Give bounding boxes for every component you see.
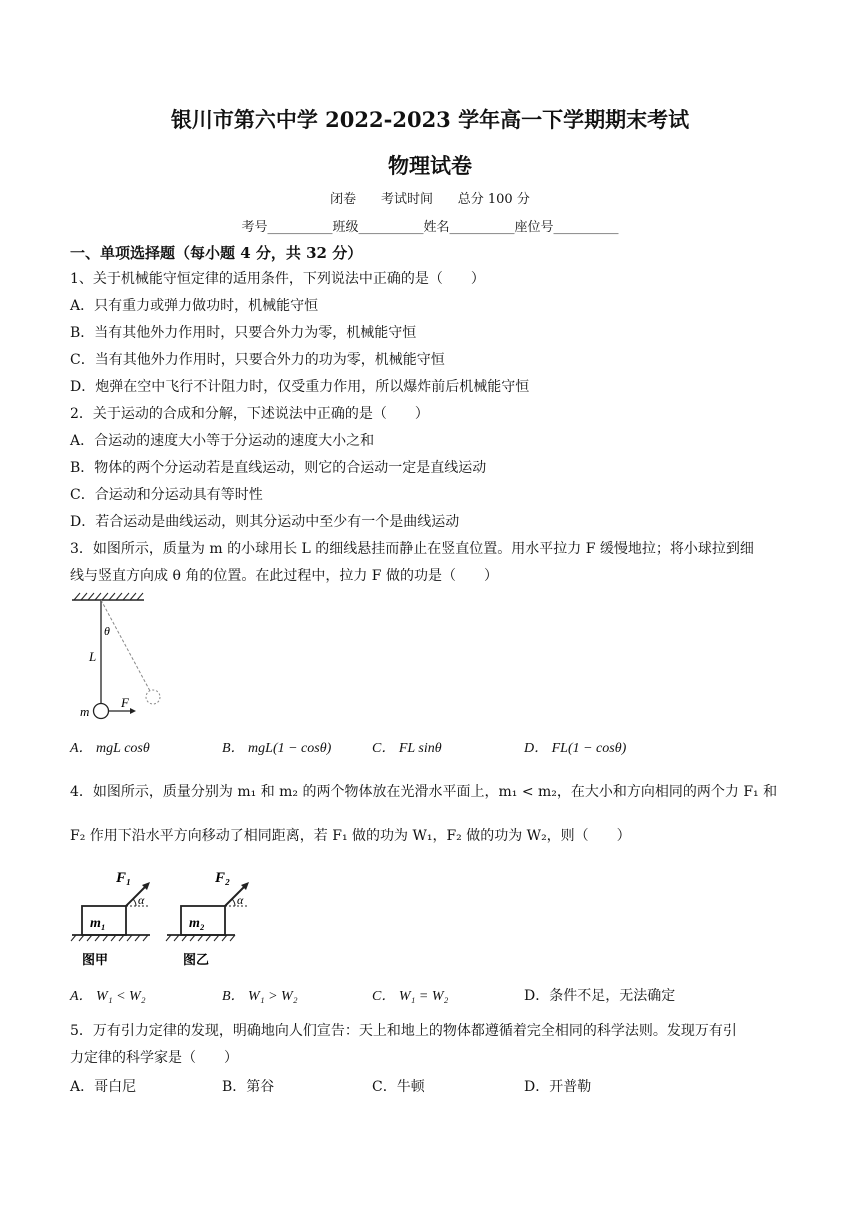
exam-subtitle: 物理试卷: [388, 153, 472, 178]
q1-stem: 1、关于机械能守恒定律的适用条件，下列说法中正确的是（ ）: [70, 271, 485, 287]
pendulum-ball: [94, 704, 109, 719]
q3-option-b: B． mgL(1 − cosθ): [222, 741, 332, 756]
q1-option-a: A．只有重力或弹力做功时，机械能守恒: [70, 298, 319, 314]
q3-stem-line1: 3．如图所示，质量为 m 的小球用长 L 的细线悬挂而静止在竖直位置。用水平拉力 F 缓慢地拉；将小球拉到细: [70, 541, 754, 557]
q2-option-b: B．物体的两个分运动若是直线运动，则它的合运动一定是直线运动: [70, 460, 487, 476]
q4-option-c: C． W₁ = W₂: [372, 989, 449, 1004]
force-f2-label: F₂: [215, 870, 231, 886]
q4-option-b: B． W₁ > W₂: [222, 989, 298, 1004]
q2-option-d: D．若合运动是曲线运动，则其分运动中至少有一个是曲线运动: [70, 514, 460, 530]
angle-alpha-label-1: α: [138, 893, 145, 907]
q4-stem-line2: F₂ 作用下沿水平方向移动了相同距离，若 F₁ 做的功为 W₁，F₂ 做的功为 W₂，则（ ）: [70, 828, 631, 844]
q1-option-b: B．当有其他外力作用时，只要合外力为零，机械能守恒: [70, 325, 417, 341]
q3-stem-line2: 线与竖直方向成 θ 角的位置。在此过程中，拉力 F 做的功是（ ）: [70, 568, 498, 584]
theta-label: θ: [104, 624, 110, 638]
displaced-ball: [146, 690, 160, 704]
exam-title: 银川市第六中学 2022-2023 学年高一下学期期末考试: [170, 107, 690, 132]
q3-option-a: A． mgL cosθ: [70, 741, 150, 756]
q4-stem-line1: 4．如图所示，质量分别为 m₁ 和 m₂ 的两个物体放在光滑水平面上，m₁ < m₂，在大小和方向相同的两个力 F₁ 和: [70, 784, 778, 800]
block-figure-jia: [70, 862, 160, 972]
q5-option-b: B．第谷: [222, 1079, 275, 1095]
student-fields: 考号__________班级__________姓名__________座位号__________: [241, 220, 619, 235]
caption-yi: 图乙: [183, 952, 210, 967]
q1-option-d: D．炮弹在空中飞行不计阻力时，仅受重力作用，所以爆炸前后机械能守恒: [70, 379, 530, 395]
caption-jia: 图甲: [82, 952, 109, 967]
mass-m2-label: m₂: [189, 916, 205, 931]
angle-alpha-label-2: α: [237, 893, 244, 907]
q3-option-c: C． FL sinθ: [372, 741, 442, 756]
q5-option-a: A．哥白尼: [70, 1079, 137, 1095]
q2-stem: 2．关于运动的合成和分解，下述说法中正确的是（ ）: [70, 406, 429, 422]
mass-m1-label: m₁: [90, 916, 106, 931]
force-label: F: [121, 695, 129, 710]
q2-option-a: A．合运动的速度大小等于分运动的速度大小之和: [70, 433, 375, 449]
q4-option-d: D．条件不足，无法确定: [524, 988, 676, 1004]
q3-option-d: D． FL(1 − cosθ): [524, 741, 627, 756]
q5-stem-line1: 5．万有引力定律的发现，明确地向人们宣告：天上和地上的物体都遵循着完全相同的科学法则。发现万有引: [70, 1023, 737, 1039]
q1-option-c: C．当有其他外力作用时，只要合外力的功为零，机械能守恒: [70, 352, 445, 368]
force-f1-label: F₁: [116, 870, 132, 886]
exam-info: 闭卷 考试时间 总分 100 分: [330, 192, 530, 207]
length-label: L: [89, 649, 97, 664]
displaced-string: [101, 600, 150, 691]
q5-stem-line2: 力定律的科学家是（ ）: [70, 1050, 238, 1066]
mass-label: m: [80, 704, 90, 719]
pendulum-figure: [70, 588, 180, 723]
q5-option-c: C．牛顿: [372, 1079, 425, 1095]
block-figure-yi: [165, 862, 255, 972]
section-heading: 一、单项选择题（每小题 4 分，共 32 分）: [70, 244, 363, 262]
q5-option-d: D．开普勒: [524, 1079, 592, 1095]
q2-option-c: C．合运动和分运动具有等时性: [70, 487, 263, 503]
q4-option-a: A． W₁ < W₂: [70, 989, 146, 1004]
